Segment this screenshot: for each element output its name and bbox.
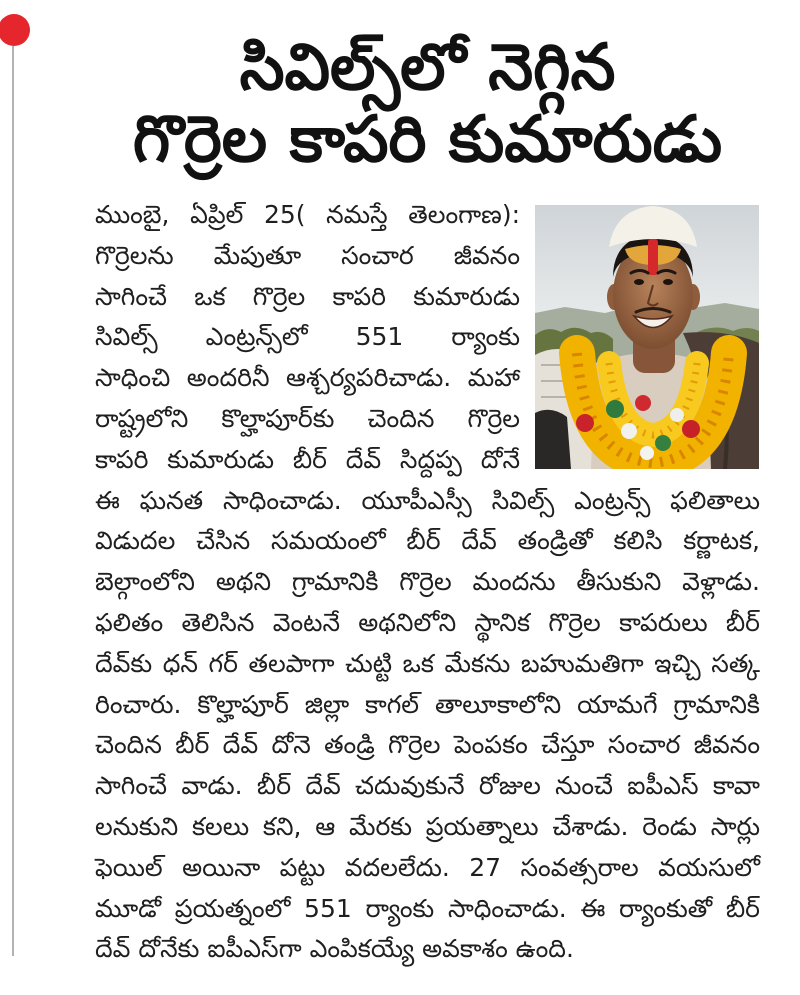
article-body-line: చెందిన బీర్ దేవ్ దోనె తండ్రి గొర్రెల పెంపకం చేస్తూ సంచార జీవనం <box>95 730 760 760</box>
article-body-line: ఫెయిల్ అయినా పట్టు వదలలేదు. 27 సంవత్సరాల వయసులో <box>95 852 760 882</box>
article-body-line: లనుకుని కలలు కని, ఆ మేరకు ప్రయత్నాలు చేశాడు. రెండు సార్లు <box>95 811 760 841</box>
article-dateline: ముంబై, ఏప్రిల్ 25( నమస్తే తెలంగాణ): <box>95 200 520 229</box>
rosette-red <box>635 395 651 411</box>
article-body-line: బెల్గాంలోని అథని గ్రామానికి గొర్రెల మందను తీసుకుని వెళ్లాడు. <box>95 567 760 597</box>
right-eye <box>663 279 673 285</box>
article-body-line: ఈ ఘనత సాధించాడు. యూపీఎస్సీ సివిల్స్ ఎంట్రన్స్ ఫలితాలు <box>95 485 760 515</box>
article-body-line: దేవ్ దోనేకు ఐపీఎస్‌గా ఎంపికయ్యే అవకాశం ఉంది. <box>95 934 574 964</box>
vertical-rule <box>12 46 14 956</box>
rosette-green <box>606 400 624 418</box>
rosette-green <box>655 435 671 451</box>
rosette-white <box>640 446 654 460</box>
article-body-line: సాధించి అందరినీ ఆశ్చర్యపరిచాడు. మహా <box>95 363 520 393</box>
article-body-line: మూడో ప్రయత్నంలో 551 ర్యాంకు సాధించాడు. ఈ ర్యాంకుతో బీర్ <box>95 893 760 923</box>
headline-line-2: గొర్రెల కాపరి కుమారుడు <box>132 103 723 177</box>
article-body-line: సాగించే వాడు. బీర్ దేవ్ చదువుకునే రోజుల నుంచే ఐపీఎస్ కావా <box>95 771 760 801</box>
rosette-red <box>576 414 594 432</box>
article-body-line: సాగించే ఒక గొర్రెల కాపరి కుమారుడు <box>95 281 520 311</box>
article-body-line: ఫలితం తెలిసిన వెంటనే అథనిలోని స్థానిక గొర్రెల కాపరులు బీర్ <box>95 607 760 637</box>
article-body-line: కాపరి కుమారుడు బీర్ దేవ్ సిద్దప్ప దోనే <box>95 444 520 474</box>
rosette-white <box>670 408 684 422</box>
article-body-line: రాష్ట్రలోని కొల్హాపూర్‌కు చెందిన గొర్రెల <box>95 403 520 433</box>
article-body-line: విడుదల చేసిన సమయంలో బీర్ దేవ్ తండ్రితో కలిసి కర్ణాటక, <box>95 526 760 556</box>
bystander-bag <box>535 410 571 469</box>
article-photo <box>535 205 759 469</box>
article-body-line: దేవ్‌కు ధన్ గర్ తలపాగా చుట్టి ఒక మేకను బహుమతిగా ఇచ్చి సత్క <box>95 648 760 678</box>
left-eye <box>634 279 644 285</box>
headline-line-1: సివిల్స్‌లో నెగ్గిన <box>239 31 616 105</box>
tilak-mark <box>648 239 658 275</box>
rosette-red <box>682 420 700 438</box>
headline <box>95 32 760 176</box>
article-body-line: రించారు. కొల్హాపూర్ జిల్లా కాగల్ తాలూకాలోని యామగే గ్రామానికి <box>95 689 760 719</box>
article-body-line: సివిల్స్ ఎంట్రన్స్‌లో 551 ర్యాంకు <box>95 322 520 352</box>
photo-illustration <box>535 205 759 469</box>
rosette-white <box>621 423 637 439</box>
red-bullet-dot <box>0 14 30 46</box>
article-body-line: గొర్రెలను మేపుతూ సంచార జీవనం <box>95 240 520 270</box>
